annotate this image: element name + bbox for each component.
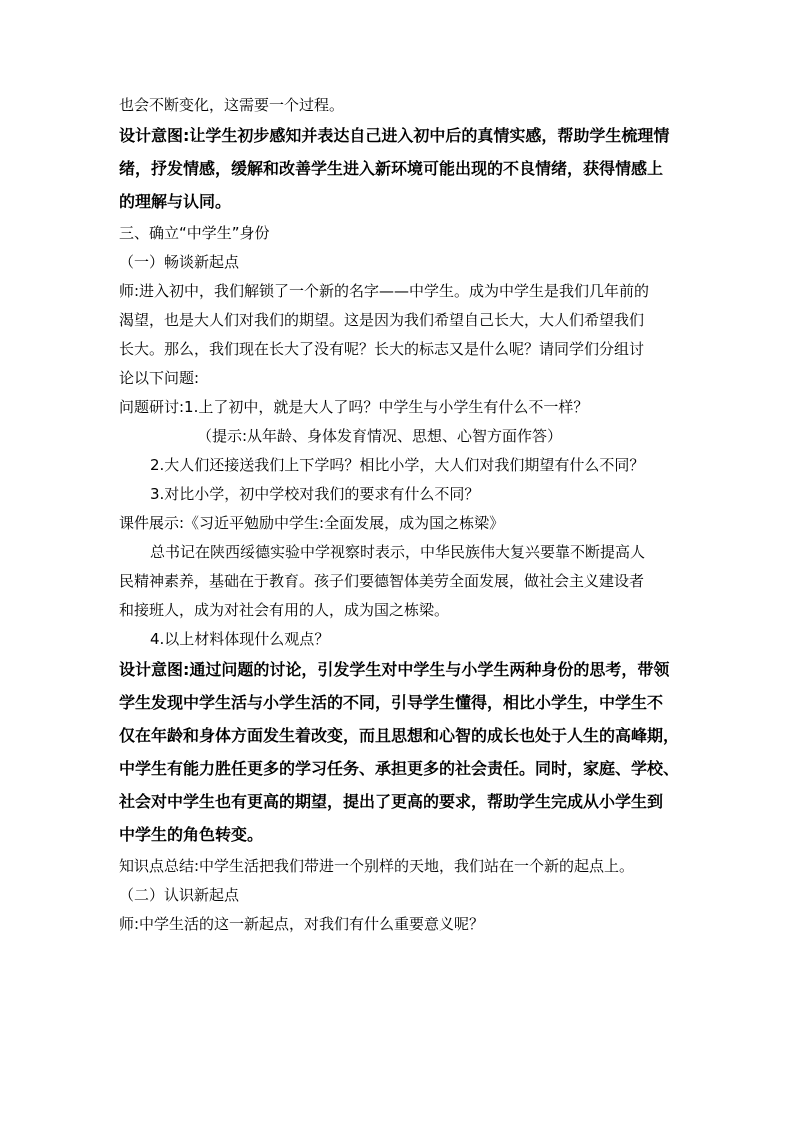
question-line: 3.对比小学，初中学校对我们的要求有什么不同？: [150, 485, 480, 503]
design-intent-line: 设计意图:通过问题的讨论，引发学生对中学生与小学生两种身份的思考，带领: [119, 660, 670, 679]
document-body: [119, 95, 689, 943]
text-line: 师:进入初中，我们解锁了一个新的名字——中学生。成为中学生是我们几年前的: [119, 282, 650, 300]
section-heading: 三、确立“中学生”身份: [119, 224, 270, 242]
subsection-heading: （一）畅谈新起点: [119, 253, 240, 271]
text-line: 也会不断变化，这需要一个过程。: [119, 96, 345, 114]
summary-line: 知识点总结:中学生活把我们带进一个别样的天地，我们站在一个新的起点上。: [119, 857, 635, 875]
design-intent-line: 仅在年龄和身体方面发生着改变，而且思想和心智的成长也处于人生的高峰期，: [119, 726, 680, 745]
design-intent-line: 绪，抒发情感，缓解和改善学生进入新环境可能出现的不良情绪，获得情感上: [119, 159, 664, 178]
text-line: 渴望，也是大人们对我们的期望。这是因为我们希望自己长大，大人们希望我们: [119, 311, 645, 329]
courseware-title: 课件展示:《习近平勉励中学生:全面发展，成为国之栋梁》: [119, 514, 505, 532]
design-intent-line: 社会对中学生也有更高的期望，提出了更高的要求，帮助学生完成从小学生到: [119, 792, 664, 811]
question-line: 4.以上材料体现什么观点？: [150, 630, 330, 648]
text-line: 论以下问题:: [119, 369, 200, 387]
question-line: 2.大人们还接送我们上下学吗？相比小学，大人们对我们期望有什么不同？: [150, 456, 645, 474]
text-line: 总书记在陕西绥德实验中学视察时表示，中华民族伟大复兴要靠不断提高人: [150, 543, 646, 561]
design-intent-line: 中学生有能力胜任更多的学习任务、承担更多的社会责任。同时，家庭、学校、: [119, 759, 680, 778]
design-intent-line: 的理解与认同。: [119, 192, 232, 211]
text-line: 民精神素养，基础在于教育。孩子们要德智体美劳全面发展，做社会主义建设者: [119, 572, 645, 590]
subsection-heading: （二）认识新起点: [119, 886, 240, 904]
design-intent-line: 中学生的角色转变。: [119, 825, 264, 844]
text-line: 长大。那么，我们现在长大了没有呢？长大的标志又是什么呢？请同学们分组讨: [119, 340, 645, 358]
question-line: 问题研讨:1.上了初中，就是大人了吗？中学生与小学生有什么不一样？: [119, 398, 589, 416]
design-intent-line: 设计意图:让学生初步感知并表达自己进入初中后的真情实感，帮助学生梳理情: [119, 126, 670, 145]
text-line: 和接班人，成为对社会有用的人，成为国之栋梁。: [119, 601, 450, 619]
hint-line: （提示:从年龄、身体发育情况、思想、心智方面作答）: [197, 427, 563, 445]
text-line: 师:中学生活的这一新起点，对我们有什么重要意义呢？: [119, 915, 485, 933]
design-intent-line: 学生发现中学生活与小学生活的不同，引导学生懂得，相比小学生，中学生不: [119, 693, 664, 712]
